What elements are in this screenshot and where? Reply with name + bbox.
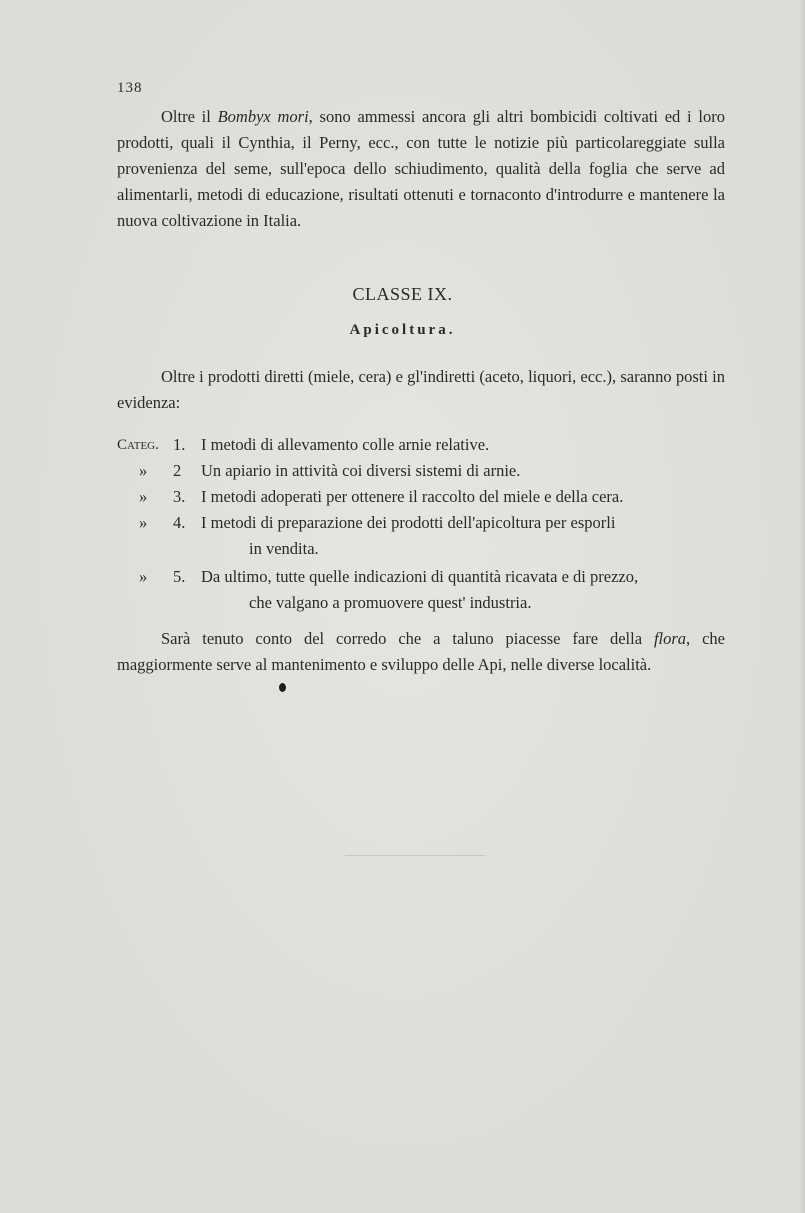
intro-paragraph <box>117 104 725 234</box>
closing-flora: flora <box>653 629 687 648</box>
category-number: 4. <box>173 513 186 532</box>
intro-lead: Oltre il <box>161 107 218 126</box>
category-number: 3. <box>173 487 186 506</box>
page-number: 138 <box>117 80 143 96</box>
intro-species: Bombyx mori <box>217 107 309 126</box>
ditto-mark: » <box>139 513 148 532</box>
closing-paragraph <box>117 626 725 678</box>
ink-blot <box>279 683 286 692</box>
category-text: I metodi di allevamento colle arnie relative. <box>201 435 490 454</box>
category-number: 2 <box>173 461 182 480</box>
section-subtitle: Apicoltura. <box>349 322 456 338</box>
category-continuation-text: che valgano a promuovere quest' industria. <box>249 593 532 612</box>
closing-part2: , che maggiormente serve al mantenimento e sviluppo delle Api, nelle diverse località. <box>117 629 725 674</box>
section-title: CLASSE IX. <box>352 284 453 304</box>
category-text: Da ultimo, tutte quelle indicazioni di quantità ricavata e di prezzo, <box>201 567 639 586</box>
category-continuation-text: in vendita. <box>249 539 319 558</box>
bleed-through-rule <box>345 855 485 856</box>
ditto-mark: » <box>139 461 148 480</box>
ditto-mark: » <box>139 487 148 506</box>
category-number: 5. <box>173 567 186 586</box>
category-text: I metodi adoperati per ottenere il raccolto del miele e della cera. <box>201 487 624 506</box>
closing-part1: Sarà tenuto conto del corredo che a taluno piacesse fare della <box>161 629 654 648</box>
intro-rest: , sono ammessi ancora gli altri bombicidi coltivati ed i loro prodotti, quali il Cynthia, il Perny, ecc., con tutte le notizie più particolareggiate sulla provenienza del seme, sull'epoca dello schiudimento, qualità della foglia che serve ad alimentarli, metodi di educazione, risultati ottenuti e tornaconto d'introdurre e mantenere la nuova coltivazione in Italia. <box>117 107 725 230</box>
category-text: Un apiario in attività coi diversi sistemi di arnie. <box>201 461 521 480</box>
page-edge-shadow <box>799 0 805 1213</box>
lead-paragraph-text: Oltre i prodotti diretti (miele, cera) e gl'indiretti (aceto, liquori, ecc.), saranno posti in evidenza: <box>117 367 725 412</box>
ditto-mark: » <box>139 567 148 586</box>
category-text: I metodi di preparazione dei prodotti dell'apicoltura per esporli <box>201 513 616 532</box>
lead-paragraph <box>117 364 725 416</box>
category-label: Categ. <box>117 437 159 453</box>
category-number: 1. <box>173 435 186 454</box>
